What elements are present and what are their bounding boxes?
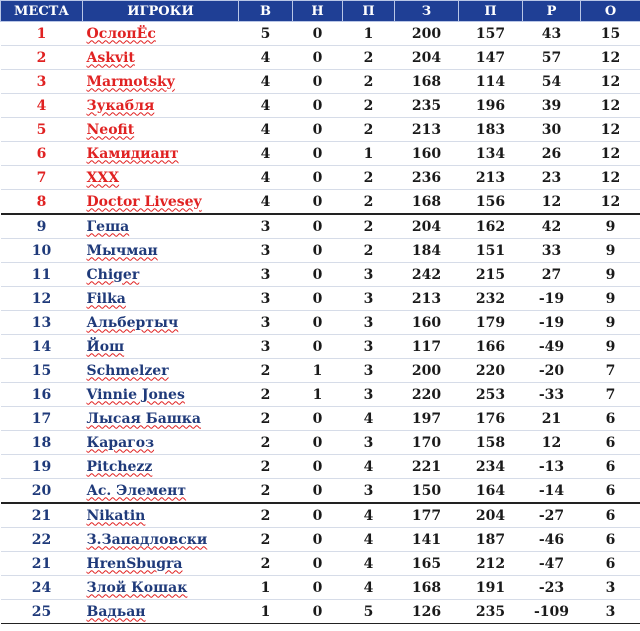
- table-row[interactable]: [1, 94, 640, 118]
- player-name[interactable]: Nikatin: [83, 503, 239, 528]
- losses-cell: 3: [343, 431, 395, 455]
- difference-cell: -23: [523, 576, 581, 600]
- place-cell: 17: [1, 407, 83, 431]
- goals-against-cell: 212: [459, 552, 523, 576]
- draws-cell: 1: [293, 359, 343, 383]
- goals-against-cell: 232: [459, 287, 523, 311]
- col-header-losses[interactable]: П: [343, 1, 395, 22]
- player-name[interactable]: HrenSbugra: [83, 552, 239, 576]
- place-cell: 9: [1, 214, 83, 239]
- place-cell: 4: [1, 94, 83, 118]
- wins-cell: 3: [239, 263, 293, 287]
- place-cell: 7: [1, 166, 83, 190]
- wins-cell: 2: [239, 479, 293, 504]
- losses-cell: 3: [343, 287, 395, 311]
- losses-cell: 3: [343, 263, 395, 287]
- col-header-players[interactable]: ИГРОКИ: [83, 1, 239, 22]
- difference-cell: 54: [523, 70, 581, 94]
- player-name[interactable]: Pitchezz: [83, 455, 239, 479]
- player-name[interactable]: Doctor Livesey: [83, 190, 239, 215]
- points-cell: 6: [581, 552, 640, 576]
- goals-for-cell: 213: [395, 287, 459, 311]
- losses-cell: 4: [343, 503, 395, 528]
- difference-cell: 12: [523, 190, 581, 215]
- col-header-points[interactable]: О: [581, 1, 640, 22]
- goals-against-cell: 157: [459, 22, 523, 46]
- place-cell: 11: [1, 263, 83, 287]
- difference-cell: -49: [523, 335, 581, 359]
- wins-cell: 4: [239, 94, 293, 118]
- difference-cell: 21: [523, 407, 581, 431]
- table-row[interactable]: [1, 239, 640, 263]
- goals-against-cell: 196: [459, 94, 523, 118]
- player-name[interactable]: Альбертыч: [83, 311, 239, 335]
- points-cell: 9: [581, 214, 640, 239]
- draws-cell: 0: [293, 600, 343, 624]
- losses-cell: 1: [343, 22, 395, 46]
- wins-cell: 3: [239, 335, 293, 359]
- place-cell: 2: [1, 46, 83, 70]
- losses-cell: 2: [343, 190, 395, 215]
- place-cell: 10: [1, 239, 83, 263]
- wins-cell: 4: [239, 46, 293, 70]
- place-cell: 8: [1, 190, 83, 215]
- table-row[interactable]: [1, 335, 640, 359]
- difference-cell: 12: [523, 431, 581, 455]
- draws-cell: 0: [293, 46, 343, 70]
- goals-for-cell: 184: [395, 239, 459, 263]
- points-cell: 7: [581, 359, 640, 383]
- table-row[interactable]: [1, 600, 640, 624]
- points-cell: 12: [581, 70, 640, 94]
- player-name[interactable]: Карагоз: [83, 431, 239, 455]
- goals-for-cell: 204: [395, 214, 459, 239]
- points-cell: 6: [581, 503, 640, 528]
- draws-cell: 0: [293, 455, 343, 479]
- draws-cell: 0: [293, 70, 343, 94]
- goals-for-cell: 126: [395, 600, 459, 624]
- goals-against-cell: 235: [459, 600, 523, 624]
- player-name[interactable]: Лысая Башка: [83, 407, 239, 431]
- difference-cell: -19: [523, 287, 581, 311]
- wins-cell: 3: [239, 239, 293, 263]
- goals-for-cell: 200: [395, 22, 459, 46]
- draws-cell: 0: [293, 287, 343, 311]
- player-name[interactable]: Вадьан: [83, 600, 239, 624]
- goals-against-cell: 220: [459, 359, 523, 383]
- wins-cell: 2: [239, 383, 293, 407]
- draws-cell: 0: [293, 335, 343, 359]
- wins-cell: 4: [239, 190, 293, 215]
- player-name[interactable]: Schmelzer: [83, 359, 239, 383]
- goals-against-cell: 215: [459, 263, 523, 287]
- table-body: [1, 22, 640, 624]
- goals-against-cell: 213: [459, 166, 523, 190]
- draws-cell: 0: [293, 94, 343, 118]
- wins-cell: 1: [239, 576, 293, 600]
- goals-for-cell: 168: [395, 576, 459, 600]
- draws-cell: 0: [293, 239, 343, 263]
- points-cell: 9: [581, 263, 640, 287]
- place-cell: 13: [1, 311, 83, 335]
- losses-cell: 4: [343, 576, 395, 600]
- difference-cell: -20: [523, 359, 581, 383]
- goals-against-cell: 176: [459, 407, 523, 431]
- points-cell: 12: [581, 190, 640, 215]
- points-cell: 3: [581, 600, 640, 624]
- draws-cell: 0: [293, 431, 343, 455]
- goals-for-cell: 221: [395, 455, 459, 479]
- losses-cell: 2: [343, 46, 395, 70]
- goals-against-cell: 114: [459, 70, 523, 94]
- goals-for-cell: 242: [395, 263, 459, 287]
- table-row[interactable]: [1, 118, 640, 142]
- losses-cell: 3: [343, 383, 395, 407]
- goals-against-cell: 179: [459, 311, 523, 335]
- points-cell: 9: [581, 239, 640, 263]
- place-cell: 6: [1, 142, 83, 166]
- wins-cell: 2: [239, 455, 293, 479]
- draws-cell: 0: [293, 576, 343, 600]
- place-cell: 20: [1, 479, 83, 504]
- points-cell: 15: [581, 22, 640, 46]
- wins-cell: 4: [239, 118, 293, 142]
- player-name[interactable]: XXX: [83, 166, 239, 190]
- player-name[interactable]: Злой Кошак: [83, 576, 239, 600]
- place-cell: 25: [1, 600, 83, 624]
- goals-against-cell: 164: [459, 479, 523, 504]
- place-cell: 22: [1, 528, 83, 552]
- goals-for-cell: 204: [395, 46, 459, 70]
- points-cell: 9: [581, 311, 640, 335]
- place-cell: 21: [1, 552, 83, 576]
- points-cell: 3: [581, 576, 640, 600]
- player-name[interactable]: Filka: [83, 287, 239, 311]
- wins-cell: 5: [239, 22, 293, 46]
- difference-cell: 30: [523, 118, 581, 142]
- draws-cell: 0: [293, 166, 343, 190]
- table-row[interactable]: [1, 528, 640, 552]
- losses-cell: 3: [343, 311, 395, 335]
- points-cell: 12: [581, 118, 640, 142]
- player-name[interactable]: Камидиант: [83, 142, 239, 166]
- difference-cell: 42: [523, 214, 581, 239]
- losses-cell: 1: [343, 142, 395, 166]
- player-name[interactable]: Геша: [83, 214, 239, 239]
- draws-cell: 1: [293, 383, 343, 407]
- col-header-places[interactable]: МЕСТА: [1, 1, 83, 22]
- goals-for-cell: 200: [395, 359, 459, 383]
- goals-for-cell: 150: [395, 479, 459, 504]
- table-row[interactable]: [1, 552, 640, 576]
- losses-cell: 3: [343, 335, 395, 359]
- table-row[interactable]: [1, 214, 640, 239]
- table-row[interactable]: [1, 311, 640, 335]
- difference-cell: 43: [523, 22, 581, 46]
- losses-cell: 4: [343, 407, 395, 431]
- wins-cell: 1: [239, 600, 293, 624]
- points-cell: 9: [581, 335, 640, 359]
- losses-cell: 4: [343, 552, 395, 576]
- wins-cell: 4: [239, 70, 293, 94]
- difference-cell: 27: [523, 263, 581, 287]
- table-row[interactable]: [1, 287, 640, 311]
- place-cell: 5: [1, 118, 83, 142]
- player-name[interactable]: Ас. Элемент: [83, 479, 239, 504]
- draws-cell: 0: [293, 479, 343, 504]
- place-cell: 15: [1, 359, 83, 383]
- goals-for-cell: 141: [395, 528, 459, 552]
- goals-for-cell: 213: [395, 118, 459, 142]
- wins-cell: 3: [239, 311, 293, 335]
- goals-against-cell: 147: [459, 46, 523, 70]
- draws-cell: 0: [293, 22, 343, 46]
- draws-cell: 0: [293, 142, 343, 166]
- difference-cell: -109: [523, 600, 581, 624]
- player-name[interactable]: З.Западловски: [83, 528, 239, 552]
- difference-cell: -19: [523, 311, 581, 335]
- goals-for-cell: 177: [395, 503, 459, 528]
- difference-cell: 39: [523, 94, 581, 118]
- table-row[interactable]: [1, 190, 640, 215]
- goals-for-cell: 197: [395, 407, 459, 431]
- goals-against-cell: 191: [459, 576, 523, 600]
- place-cell: 24: [1, 576, 83, 600]
- draws-cell: 0: [293, 528, 343, 552]
- difference-cell: 33: [523, 239, 581, 263]
- player-name[interactable]: Neofit: [83, 118, 239, 142]
- points-cell: 6: [581, 431, 640, 455]
- losses-cell: 2: [343, 214, 395, 239]
- header-row: [1, 1, 640, 22]
- wins-cell: 2: [239, 552, 293, 576]
- goals-for-cell: 160: [395, 142, 459, 166]
- col-header-draws[interactable]: Н: [293, 1, 343, 22]
- points-cell: 6: [581, 455, 640, 479]
- difference-cell: -13: [523, 455, 581, 479]
- col-header-goals-against[interactable]: П: [459, 1, 523, 22]
- losses-cell: 4: [343, 528, 395, 552]
- points-cell: 12: [581, 142, 640, 166]
- points-cell: 6: [581, 479, 640, 504]
- place-cell: 3: [1, 70, 83, 94]
- player-name[interactable]: Йош: [83, 335, 239, 359]
- difference-cell: 23: [523, 166, 581, 190]
- wins-cell: 2: [239, 503, 293, 528]
- losses-cell: 3: [343, 359, 395, 383]
- losses-cell: 2: [343, 70, 395, 94]
- table-row[interactable]: [1, 46, 640, 70]
- table-row[interactable]: [1, 503, 640, 528]
- wins-cell: 2: [239, 407, 293, 431]
- place-cell: 19: [1, 455, 83, 479]
- goals-for-cell: 160: [395, 311, 459, 335]
- table-row[interactable]: [1, 431, 640, 455]
- place-cell: 14: [1, 335, 83, 359]
- goals-for-cell: 168: [395, 70, 459, 94]
- table-header: [1, 1, 640, 22]
- draws-cell: 0: [293, 214, 343, 239]
- points-cell: 12: [581, 46, 640, 70]
- col-header-goals-for[interactable]: З: [395, 1, 459, 22]
- goals-for-cell: 236: [395, 166, 459, 190]
- goals-against-cell: 204: [459, 503, 523, 528]
- goals-for-cell: 168: [395, 190, 459, 215]
- player-name[interactable]: Askvit: [83, 46, 239, 70]
- draws-cell: 0: [293, 263, 343, 287]
- player-name[interactable]: Vinnie Jones: [83, 383, 239, 407]
- draws-cell: 0: [293, 552, 343, 576]
- draws-cell: 0: [293, 311, 343, 335]
- player-name[interactable]: Зукабля: [83, 94, 239, 118]
- place-cell: 16: [1, 383, 83, 407]
- table-row[interactable]: [1, 359, 640, 383]
- goals-against-cell: 253: [459, 383, 523, 407]
- points-cell: 7: [581, 383, 640, 407]
- goals-against-cell: 187: [459, 528, 523, 552]
- place-cell: 1: [1, 22, 83, 46]
- goals-against-cell: 158: [459, 431, 523, 455]
- table-row[interactable]: [1, 407, 640, 431]
- points-cell: 12: [581, 94, 640, 118]
- losses-cell: 2: [343, 94, 395, 118]
- place-cell: 12: [1, 287, 83, 311]
- col-header-difference[interactable]: Р: [523, 1, 581, 22]
- wins-cell: 3: [239, 214, 293, 239]
- difference-cell: 26: [523, 142, 581, 166]
- goals-against-cell: 234: [459, 455, 523, 479]
- table-row[interactable]: [1, 263, 640, 287]
- table-row[interactable]: [1, 455, 640, 479]
- table-row[interactable]: [1, 479, 640, 504]
- difference-cell: -46: [523, 528, 581, 552]
- goals-against-cell: 134: [459, 142, 523, 166]
- difference-cell: -47: [523, 552, 581, 576]
- draws-cell: 0: [293, 118, 343, 142]
- table-row[interactable]: [1, 70, 640, 94]
- goals-against-cell: 166: [459, 335, 523, 359]
- wins-cell: 3: [239, 287, 293, 311]
- goals-for-cell: 117: [395, 335, 459, 359]
- draws-cell: 0: [293, 190, 343, 215]
- draws-cell: 0: [293, 503, 343, 528]
- difference-cell: -27: [523, 503, 581, 528]
- table-row[interactable]: [1, 142, 640, 166]
- table-row[interactable]: [1, 22, 640, 46]
- losses-cell: 5: [343, 600, 395, 624]
- goals-for-cell: 220: [395, 383, 459, 407]
- losses-cell: 2: [343, 118, 395, 142]
- table-row[interactable]: [1, 383, 640, 407]
- goals-against-cell: 162: [459, 214, 523, 239]
- place-cell: 18: [1, 431, 83, 455]
- losses-cell: 2: [343, 166, 395, 190]
- col-header-wins[interactable]: В: [239, 1, 293, 22]
- draws-cell: 0: [293, 407, 343, 431]
- goals-for-cell: 165: [395, 552, 459, 576]
- points-cell: 6: [581, 407, 640, 431]
- goals-against-cell: 183: [459, 118, 523, 142]
- wins-cell: 2: [239, 431, 293, 455]
- wins-cell: 2: [239, 359, 293, 383]
- points-cell: 12: [581, 166, 640, 190]
- place-cell: 21: [1, 503, 83, 528]
- difference-cell: -14: [523, 479, 581, 504]
- player-name[interactable]: ОслопЁс: [83, 22, 239, 46]
- wins-cell: 2: [239, 528, 293, 552]
- difference-cell: 57: [523, 46, 581, 70]
- goals-for-cell: 170: [395, 431, 459, 455]
- goals-for-cell: 235: [395, 94, 459, 118]
- player-name[interactable]: Мычман: [83, 239, 239, 263]
- goals-against-cell: 151: [459, 239, 523, 263]
- points-cell: 9: [581, 287, 640, 311]
- goals-against-cell: 156: [459, 190, 523, 215]
- table-row[interactable]: [1, 166, 640, 190]
- player-name[interactable]: Marmotsky: [83, 70, 239, 94]
- difference-cell: -33: [523, 383, 581, 407]
- wins-cell: 4: [239, 142, 293, 166]
- wins-cell: 4: [239, 166, 293, 190]
- losses-cell: 4: [343, 455, 395, 479]
- points-cell: 6: [581, 528, 640, 552]
- player-name[interactable]: Chiger: [83, 263, 239, 287]
- losses-cell: 2: [343, 239, 395, 263]
- losses-cell: 3: [343, 479, 395, 504]
- table-row[interactable]: [1, 576, 640, 600]
